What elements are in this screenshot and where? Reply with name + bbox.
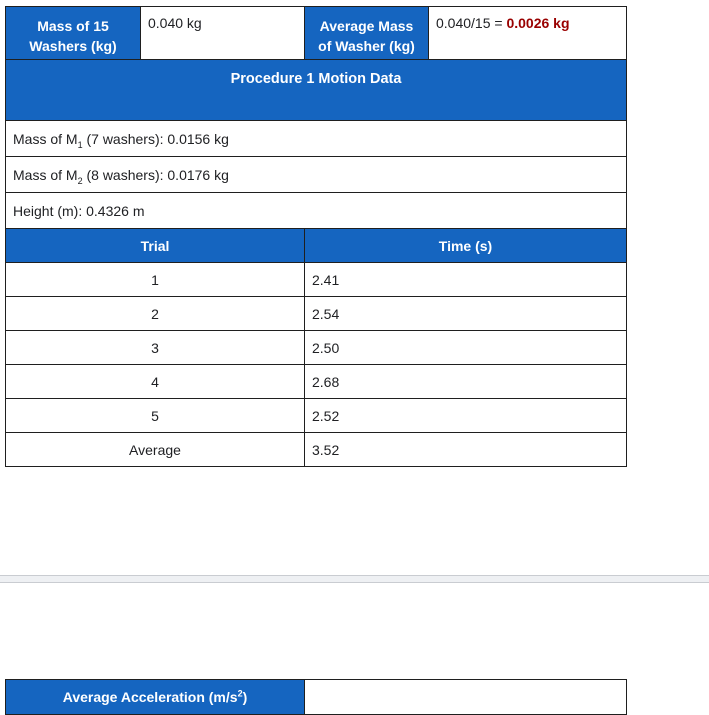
mass-15-label-line1: Mass of 15 (37, 18, 109, 34)
trial-cell[interactable]: 4 (6, 365, 305, 399)
time-cell[interactable]: 2.68 (305, 365, 627, 399)
washer-mass-table (5, 6, 627, 66)
mass-m1-prefix: Mass of M (13, 130, 78, 147)
average-mass-washer-value[interactable] (429, 7, 627, 66)
mass-m1-suffix: (7 washers): 0.0156 kg (82, 130, 229, 147)
average-acceleration-value[interactable] (305, 680, 627, 715)
page-break-divider (0, 575, 709, 583)
acceleration-label-prefix: Average Acceleration (m/s (62, 689, 238, 705)
acceleration-label-superscript: 2 (237, 688, 243, 699)
table-row (6, 365, 627, 399)
time-cell[interactable]: 2.52 (305, 399, 627, 433)
mass-m2-cell[interactable] (6, 157, 627, 193)
mass-m1-cell[interactable] (6, 121, 627, 157)
average-trial-cell[interactable]: Average (6, 433, 305, 467)
table-row (6, 297, 627, 331)
time-cell[interactable]: 2.41 (305, 263, 627, 297)
table-row (6, 399, 627, 433)
avg-mass-label-line2: of Washer (kg) (318, 38, 415, 54)
mass-m2-suffix: (8 washers): 0.0176 kg (82, 166, 229, 183)
avg-formula: 0.040/15 = (436, 15, 507, 31)
trial-cell[interactable]: 3 (6, 331, 305, 365)
time-column-header[interactable]: Time (s) (305, 229, 627, 263)
average-acceleration-table (5, 679, 627, 715)
time-cell[interactable]: 2.54 (305, 297, 627, 331)
table-row (6, 331, 627, 365)
procedure-title-cell[interactable] (6, 60, 627, 121)
procedure-title: Procedure 1 Motion Data (230, 71, 402, 87)
acceleration-label-suffix: ) (242, 689, 248, 705)
avg-result: 0.0026 kg (506, 15, 570, 31)
table-row (6, 433, 627, 467)
mass-15-label-line2: Washers (kg) (29, 38, 117, 54)
time-cell[interactable]: 2.50 (305, 331, 627, 365)
mass-15-washers-value[interactable]: 0.040 kg (141, 7, 305, 66)
mass-15-washers-header[interactable] (6, 7, 141, 66)
mass-m1-subscript: 1 (77, 139, 83, 150)
average-mass-washer-header[interactable] (305, 7, 429, 66)
height-text: Height (m): 0.4326 m (13, 202, 145, 219)
trial-column-header[interactable]: Trial (6, 229, 305, 263)
table-row (6, 263, 627, 297)
washer-mass-row (6, 7, 627, 66)
trial-cell[interactable]: 5 (6, 399, 305, 433)
mass-m2-prefix: Mass of M (13, 166, 78, 183)
avg-mass-label-line1: Average Mass (319, 18, 414, 34)
trial-cell[interactable]: 1 (6, 263, 305, 297)
procedure-motion-table (5, 59, 627, 467)
mass-m2-subscript: 2 (77, 175, 83, 186)
trial-cell[interactable]: 2 (6, 297, 305, 331)
average-time-cell[interactable]: 3.52 (305, 433, 627, 467)
height-cell[interactable] (6, 193, 627, 229)
average-acceleration-header[interactable] (6, 680, 305, 715)
